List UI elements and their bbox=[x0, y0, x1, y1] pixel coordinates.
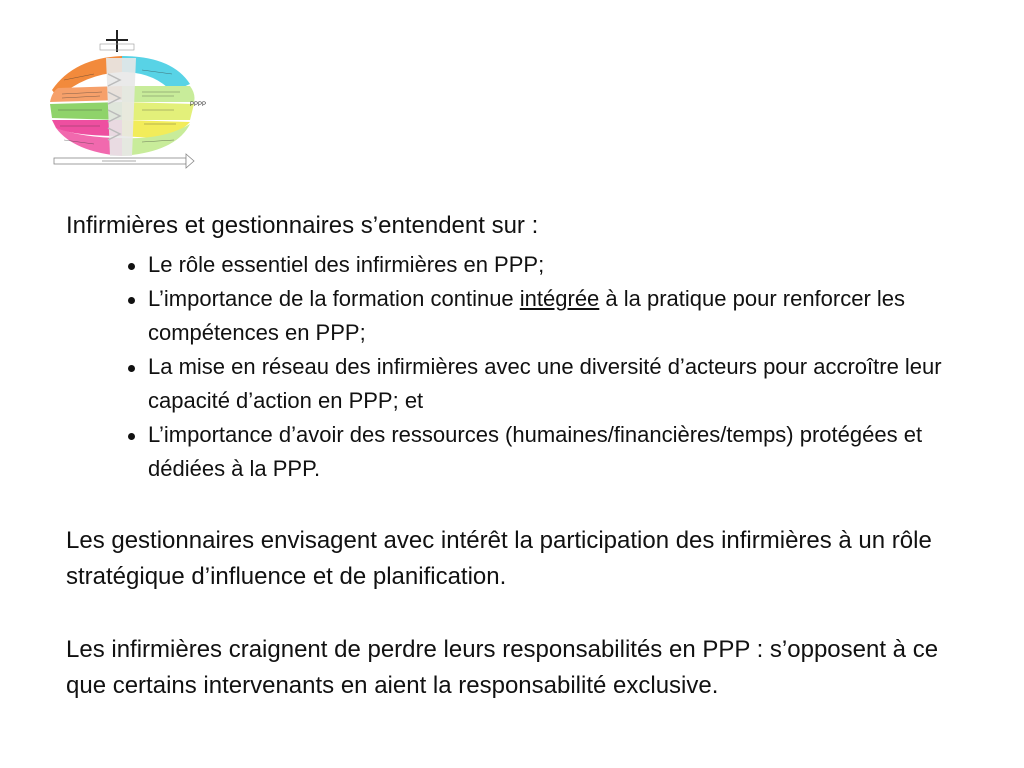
bullet-text: L’importance d’avoir des ressources (humaines/financières/temps) protégées et dédiées à la PPP. bbox=[148, 422, 923, 481]
paragraph-managers: Les gestionnaires envisagent avec intérêt la participation des infirmières à un rôle stratégique d’influence et de planification. bbox=[66, 527, 932, 590]
bullet-text: L’importance de la formation continue bbox=[148, 286, 520, 311]
bullet-item bbox=[128, 350, 966, 418]
bullet-text: La mise en réseau des infirmières avec une diversité d’acteurs pour accroître leur capacité d’action en PPP; et bbox=[148, 354, 942, 413]
bullet-dot-icon bbox=[128, 365, 135, 372]
bullet-item bbox=[128, 418, 966, 486]
bullet-list bbox=[66, 248, 966, 486]
paragraph-nurses: Les infirmières craignent de perdre leurs responsabilités en PPP : s’opposent à ce que certains intervenants en aient la responsabilité exclusive. bbox=[66, 636, 939, 699]
intro-text: Infirmières et gestionnaires s’entendent sur : bbox=[66, 212, 539, 239]
underlined-word: intégrée bbox=[519, 286, 600, 311]
bullet-dot-icon bbox=[128, 297, 135, 304]
bullet-dot-icon bbox=[128, 433, 135, 440]
slide-content bbox=[66, 208, 966, 704]
diagram-graphic bbox=[44, 28, 214, 170]
bullet-item bbox=[128, 282, 966, 350]
bullet-item bbox=[128, 248, 966, 282]
ppp-diagram bbox=[44, 28, 214, 170]
bullet-text: Le rôle essentiel des infirmières en PPP; bbox=[148, 252, 545, 277]
diagram-label: PPPP bbox=[190, 102, 207, 108]
compass-cross-icon bbox=[100, 30, 134, 52]
bullet-dot-icon bbox=[128, 263, 135, 270]
bullet-text: à la pratique pour renforcer les compétences en PPP; bbox=[148, 286, 906, 345]
timeline-arrow bbox=[54, 154, 194, 168]
